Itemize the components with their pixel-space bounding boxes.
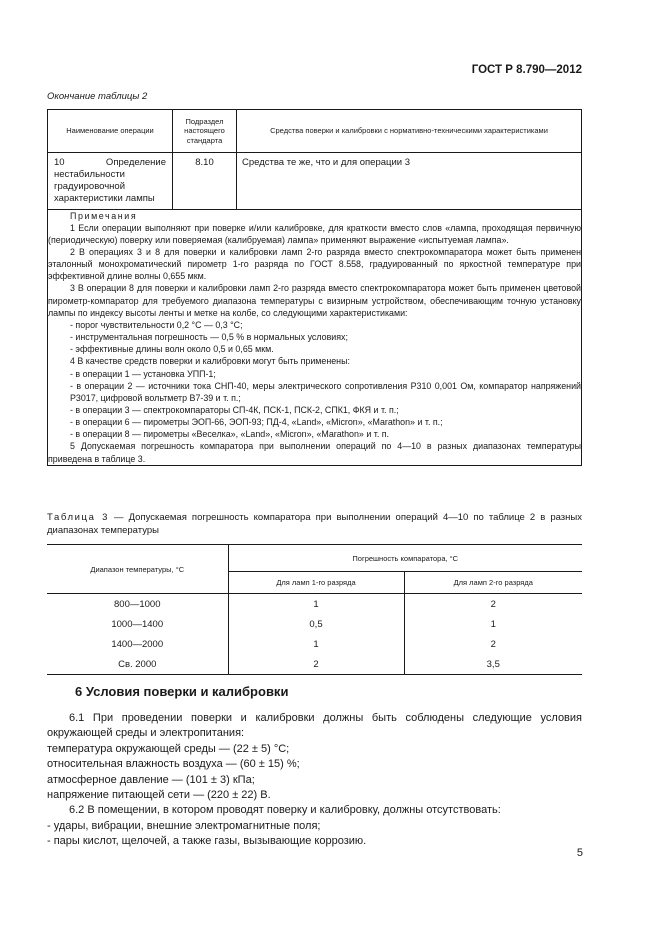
cat1-cell: 1 — [228, 594, 404, 615]
col-header-cat1: Для ламп 1-го разряда — [228, 572, 404, 594]
table2 — [47, 109, 582, 466]
col-header-means: Средства поверки и калибровки с нормативно-техническими характеристиками — [237, 110, 582, 153]
note-2: 2 В операциях 3 и 8 для поверки и калибровки ламп 2-го разряда вместо спектрокомпаратора может быть применен эталонный монохроматический пирометр 1-го разряда по ГОСТ 8.558, градуированный по яркостной температуре при эффективной длине волны 0,655 мкм. — [48, 246, 581, 282]
note-1: 1 Если операции выполняют при поверке и/или калибровке, для краткости вместо слов «лампа, проходящая первичную (периодическую) поверку или поверяемая (калибруемая) лампа» применяют выражение «испытуемая лампа». — [48, 222, 581, 245]
cat2-cell: 2 — [490, 638, 496, 650]
standard-code: ГОСТ Р 8.790—2012 — [471, 64, 582, 76]
cat1-cell: 1 — [228, 634, 404, 654]
paragraph-6-2: 6.2 В помещении, в котором проводят поверку и калибровку, должны отсутствовать: — [69, 804, 501, 817]
cat2-cell: 1 — [490, 618, 496, 630]
table3-caption-label: Таблица 3 — [47, 512, 109, 523]
condition-item: напряжение питающей сети — (220 ± 22) В. — [47, 789, 271, 802]
note3-item: - инструментальная погрешность — 0,5 % в нормальных условиях; — [70, 332, 348, 343]
note-4: 4 В качестве средств поверки и калибровки могут быть применены: — [70, 356, 350, 367]
operation-cell: 10 Определение нестабильности градуировочной характеристики лампы — [48, 153, 173, 210]
section-title: 6 Условия поверки и калибровки — [75, 684, 289, 699]
cat2-cell: 3,5 — [404, 654, 582, 675]
notes-title: Примечания — [70, 210, 138, 221]
note-5: 5 Допускаемая погрешность компаратора при выполнении операций по 4—10 в разных диапазонах температуры приведена в таблице 3. — [48, 441, 581, 464]
table-row — [47, 654, 582, 675]
cat1-cell: 2 — [228, 654, 404, 675]
note4-item: - в операции 1 — установка УПП-1; — [70, 368, 216, 379]
col-header-cat2: Для ламп 2-го разряда — [404, 572, 582, 594]
col-header-subsection: Подраздел настоящего стандарта — [173, 110, 237, 153]
section6-body — [47, 711, 582, 850]
page-number: 5 — [576, 847, 583, 859]
note3-item: - эффективные длины волн около 0,5 и 0,65 мкм. — [70, 344, 274, 355]
range-cell: 1400—2000 — [47, 634, 228, 654]
list-item: - пары кислот, щелочей, а также газы, вызывающие коррозию. — [47, 835, 367, 848]
table3-caption — [47, 511, 582, 537]
means-cell: Средства те же, что и для операции 3 — [237, 153, 582, 210]
note3-item: - порог чувствительности 0,2 °С — 0,3 °С; — [70, 319, 243, 330]
range-cell: Св. 2000 — [47, 654, 228, 675]
col-header-error: Погрешность компаратора, °С — [228, 545, 582, 572]
note4-item: - в операции 8 — пирометры «Веселка», «Land», «Micron», «Marathon» и т. п. — [70, 429, 390, 440]
range-cell: 1000—1400 — [47, 614, 228, 634]
table-row — [47, 634, 582, 654]
list-item: - удары, вибрации, внешние электромагнитные поля; — [47, 819, 321, 832]
note-3: 3 В операции 8 для поверки и калибровки ламп 2-го разряда вместо спектрокомпаратора может быть применен цветовой пирометр-компаратор для требуемого диапазона температуры с визирным устройством, обеспечивающим точную установку лампы по индексу высоты ленты и метке на колбе, со следующими характеристиками: — [48, 283, 581, 318]
notes-block — [48, 209, 582, 465]
condition-item: относительная влажность воздуха — (60 ± 15) %; — [47, 758, 300, 771]
note4-item: - в операции 3 — спектрокомпараторы СП-4К, ПСК-1, ПСК-2, СПК1, ФКЯ и т. п.; — [70, 405, 399, 415]
table2-caption: Окончание таблицы 2 — [47, 91, 148, 102]
condition-item: температура окружающей среды — (22 ± 5) °С; — [47, 742, 290, 755]
table3 — [47, 544, 582, 675]
table-row — [48, 153, 582, 210]
note4-item: - в операции 6 — пирометры ЭОП-66, ЭОП-93; ПД-4, «Land», «Micron», «Marathon» и т. п.; — [70, 417, 443, 428]
table3-caption-text: — Допускаемая погрешность компаратора при выполнении операций 4—10 по таблице 2 в разных диапазонах температуры — [47, 512, 582, 536]
col-header-range: Диапазон температуры, °С — [47, 545, 228, 594]
col-header-operation: Наименование операции — [48, 110, 173, 153]
table-row — [47, 594, 582, 615]
note4-item: - в операции 2 — источники тока СНП-40, меры электрического сопротивления Р310 0,001 Ом, компаратор напряжений Р3017, цифровой вольтметр В7-39 и т. п.; — [70, 380, 581, 403]
subsection-cell: 8.10 — [173, 153, 237, 210]
paragraph-6-1: 6.1 При проведении поверки и калибровки должны быть соблюдены следующие условия окружающей среды и электропитания: — [47, 712, 582, 740]
cat2-cell: 2 — [490, 598, 496, 610]
condition-item: атмосферное давление — (101 ± 3) кПа; — [47, 773, 255, 786]
table-row — [47, 614, 582, 634]
cat1-cell: 0,5 — [228, 614, 404, 634]
range-cell: 800—1000 — [47, 594, 228, 615]
